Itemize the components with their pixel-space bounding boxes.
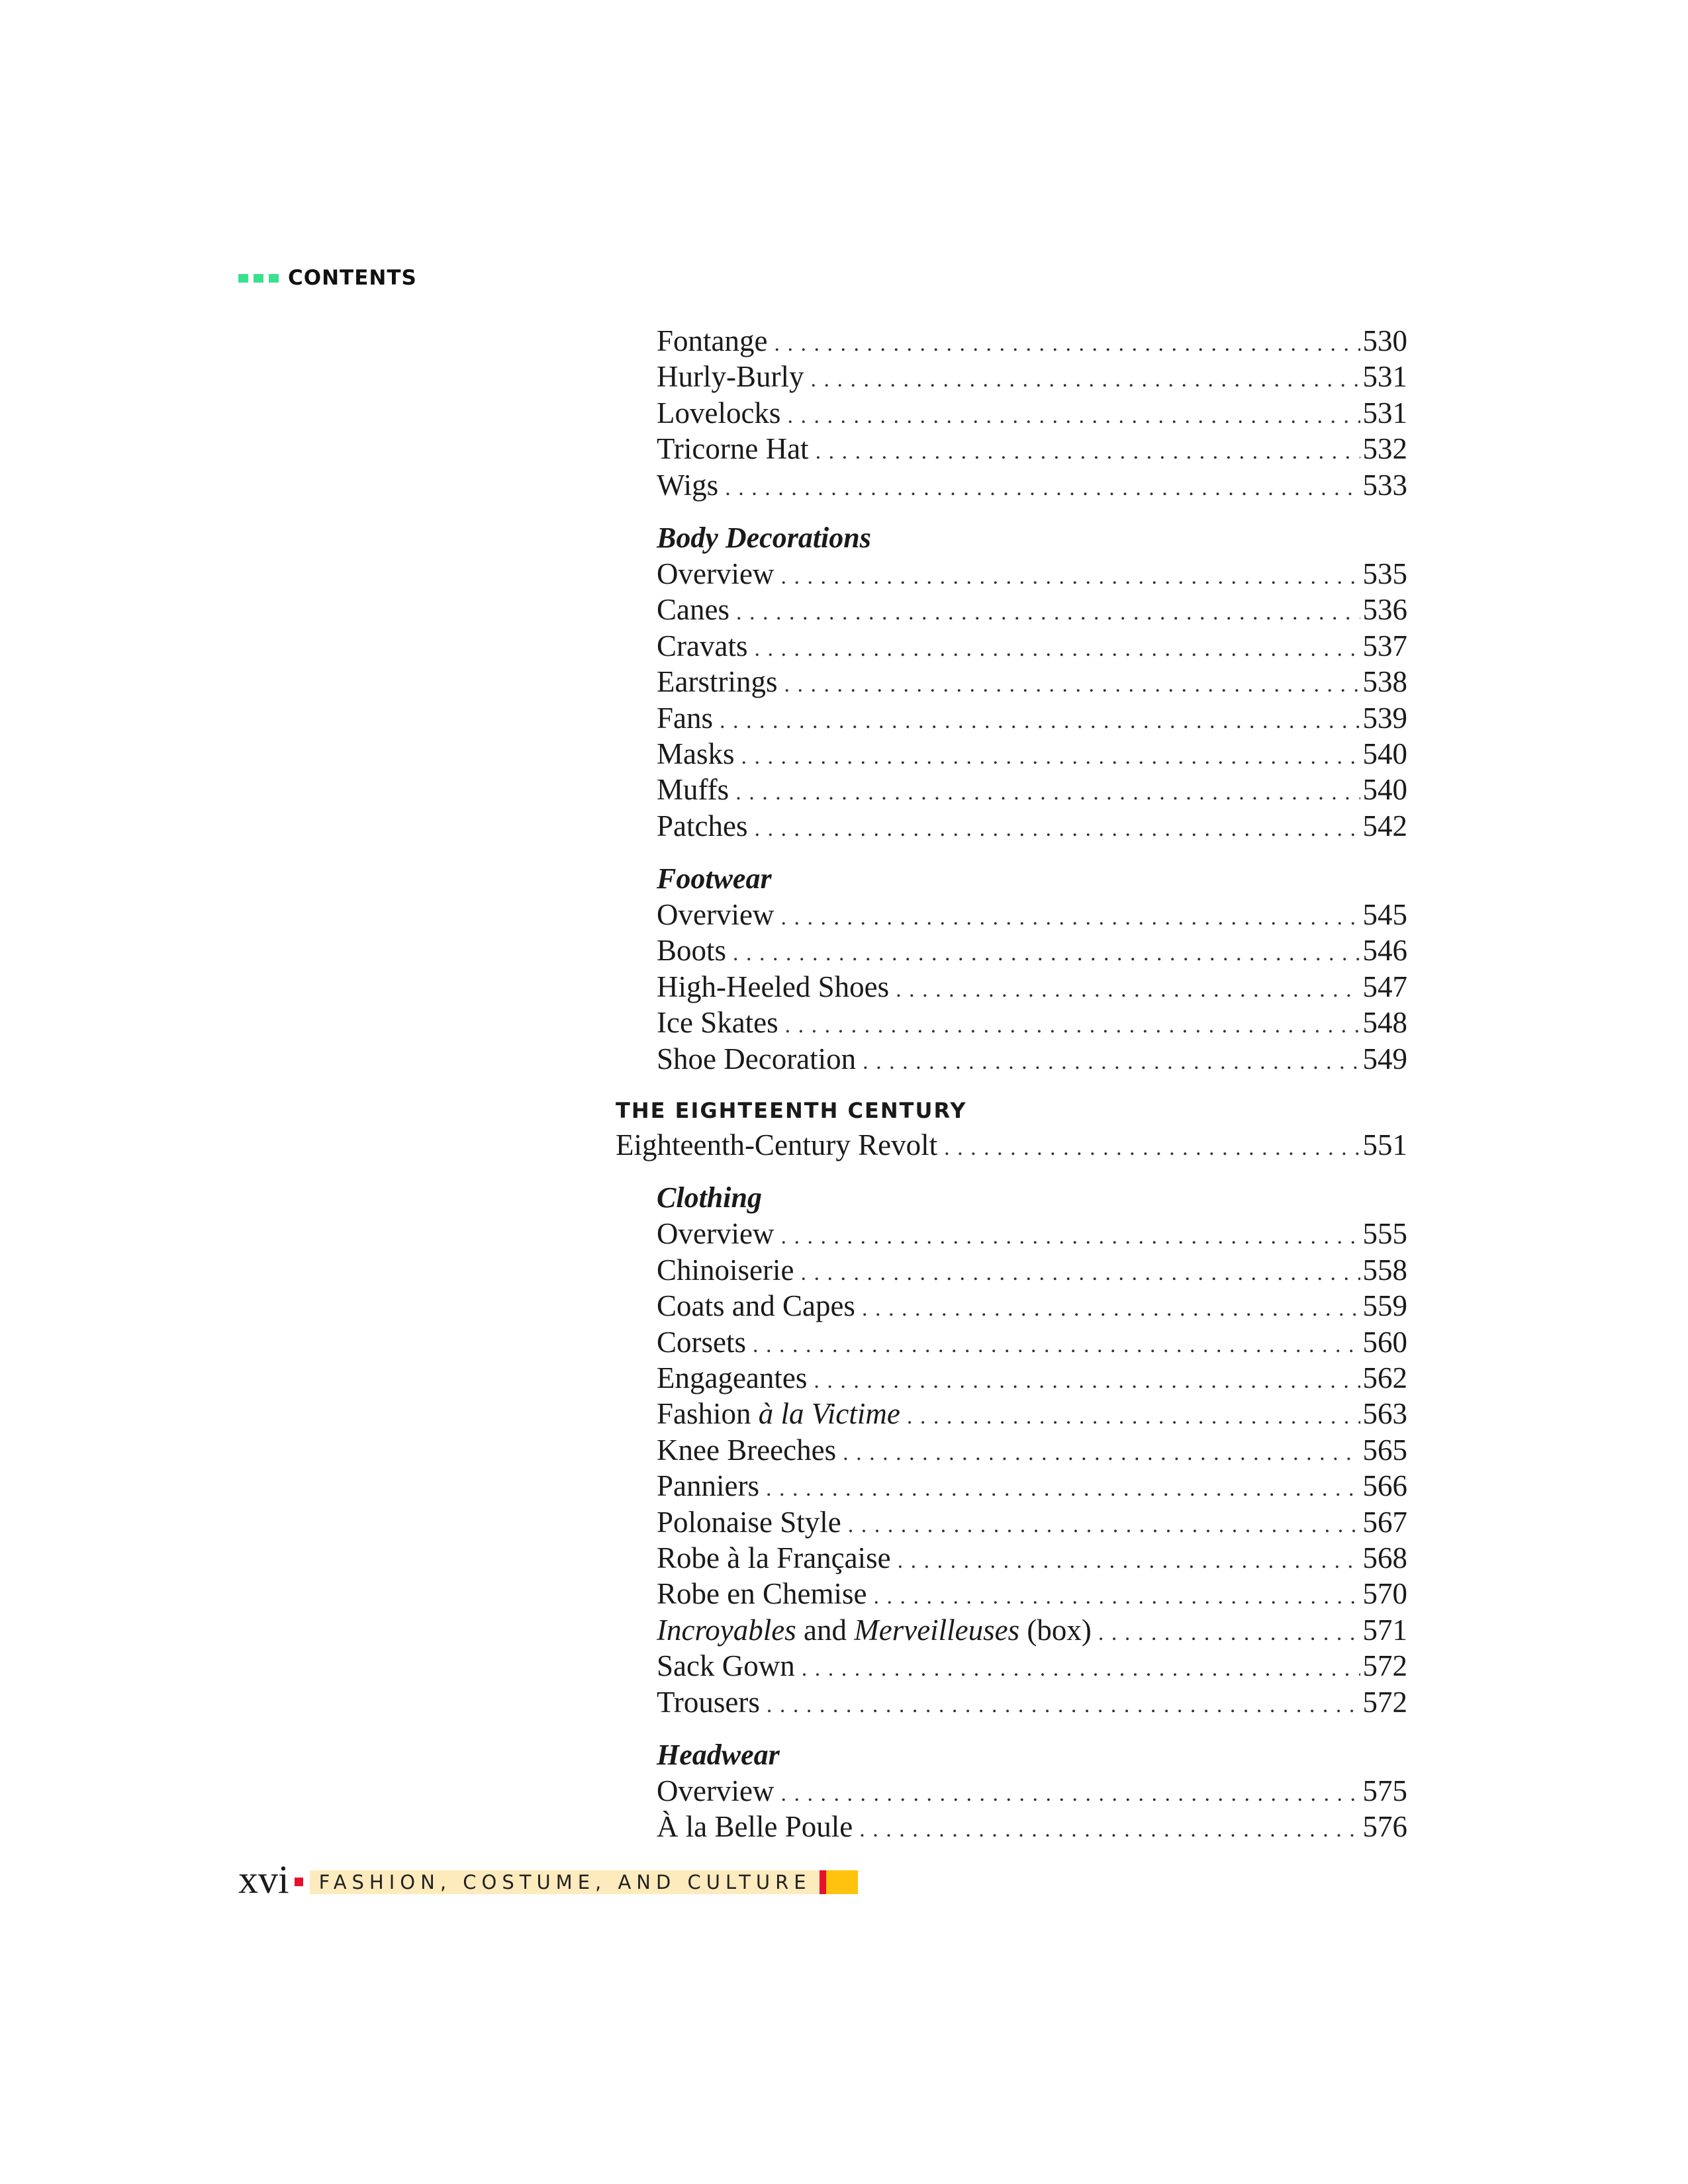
toc-entry-label: Canes — [657, 593, 729, 627]
dot-leader — [735, 775, 1360, 811]
toc-entry-page: 575 — [1362, 1774, 1407, 1807]
dot-leader — [816, 434, 1360, 470]
dot-leader — [802, 1651, 1360, 1687]
toc-entry-label: Patches — [657, 809, 748, 842]
toc-entry-label: Overview — [657, 1217, 774, 1251]
toc-entry-label: Coats and Capes — [657, 1289, 855, 1323]
toc-entry[interactable] — [616, 628, 1407, 664]
green-square-icon — [269, 274, 279, 283]
toc-entry[interactable] — [616, 1576, 1407, 1612]
dot-leader — [780, 1776, 1360, 1812]
toc-entry[interactable] — [616, 1041, 1407, 1077]
toc-entry[interactable] — [616, 592, 1407, 627]
toc-entry[interactable] — [616, 1773, 1407, 1809]
toc-entry[interactable] — [616, 1216, 1407, 1251]
dot-leader — [725, 471, 1360, 506]
toc-entry[interactable] — [616, 1288, 1407, 1324]
toc-entry-page: 531 — [1362, 360, 1407, 394]
dot-leader — [787, 398, 1360, 434]
toc-entry-page: 531 — [1362, 396, 1407, 430]
toc-entry[interactable] — [616, 1468, 1407, 1504]
table-of-contents — [616, 323, 1407, 1845]
dot-leader — [780, 900, 1360, 936]
dot-leader — [736, 595, 1360, 631]
dot-leader — [780, 1219, 1360, 1255]
dot-leader — [843, 1435, 1360, 1471]
toc-entry[interactable] — [616, 664, 1407, 700]
toc-entry-page: 545 — [1362, 898, 1407, 932]
toc-entry-label: Lovelocks — [657, 396, 781, 430]
toc-entry-page: 565 — [1362, 1433, 1407, 1467]
toc-entry-page: 567 — [1362, 1505, 1407, 1539]
toc-entry-page: 532 — [1362, 432, 1407, 466]
dot-leader — [863, 1044, 1360, 1080]
toc-entry-label: Eighteenth-Century Revolt — [616, 1128, 938, 1162]
toc-entry[interactable] — [616, 556, 1407, 592]
toc-entry-label: Trousers — [657, 1685, 760, 1719]
toc-entry-label: À la Belle Poule — [657, 1810, 853, 1844]
dot-leader — [859, 1812, 1360, 1848]
toc-entry-page: 566 — [1362, 1469, 1407, 1503]
toc-entry-label: Polonaise Style — [657, 1505, 841, 1539]
dot-leader — [720, 704, 1360, 739]
toc-entry[interactable] — [616, 1540, 1407, 1576]
toc-entry-page: 571 — [1362, 1613, 1407, 1647]
running-head — [238, 266, 417, 290]
toc-entry-label: High-Heeled Shoes — [657, 970, 890, 1003]
dot-leader — [780, 559, 1360, 595]
toc-entry[interactable] — [616, 395, 1407, 431]
toc-entry-page: 563 — [1362, 1397, 1407, 1431]
toc-entry-page: 551 — [1362, 1128, 1407, 1162]
toc-entry-page: 540 — [1362, 737, 1407, 770]
toc-entry[interactable] — [616, 1809, 1407, 1844]
toc-entry[interactable] — [616, 1127, 1407, 1163]
dot-leader — [741, 739, 1360, 775]
dot-leader — [896, 972, 1360, 1008]
red-bar-icon — [820, 1870, 826, 1894]
book-title: FASHION, COSTUME, AND CULTURE — [318, 1871, 812, 1893]
green-square-icon — [238, 274, 248, 283]
toc-entry-label: Muffs — [657, 773, 729, 807]
toc-entry-label: Hurly-Burly — [657, 360, 804, 394]
toc-entry-page: 530 — [1362, 324, 1407, 357]
toc-entry-label-italic: à la Victime — [758, 1397, 900, 1431]
toc-entry-label: Overview — [657, 557, 774, 590]
toc-entry[interactable] — [616, 969, 1407, 1005]
dot-leader — [800, 1255, 1360, 1291]
toc-entry-page: 570 — [1362, 1577, 1407, 1611]
toc-entry-page: 555 — [1362, 1217, 1407, 1251]
toc-entry-page: 576 — [1362, 1810, 1407, 1844]
toc-entry[interactable] — [616, 1005, 1407, 1040]
toc-entry-page: 538 — [1362, 665, 1407, 699]
part-heading-eighteenth-century: THE EIGHTEENTH CENTURY — [616, 1098, 967, 1124]
toc-entry-label: Robe en Chemise — [657, 1577, 867, 1611]
dot-leader — [898, 1543, 1360, 1579]
toc-entry[interactable] — [616, 323, 1407, 359]
toc-entry-label: Earstrings — [657, 665, 778, 699]
toc-entry-page: 533 — [1362, 468, 1407, 502]
toc-entry[interactable] — [616, 1504, 1407, 1540]
toc-entry-label: Wigs — [657, 468, 719, 502]
toc-entry-page: 568 — [1362, 1541, 1407, 1574]
page-number: xvi — [238, 1858, 289, 1901]
toc-entry-page: 548 — [1362, 1006, 1407, 1040]
toc-entry-page: 559 — [1362, 1289, 1407, 1323]
dot-leader — [785, 1008, 1360, 1044]
toc-entry-label: Fontange — [657, 324, 768, 357]
toc-entry-label-italic: Incroyables — [657, 1613, 796, 1647]
toc-entry-page: 562 — [1362, 1361, 1407, 1394]
green-square-icon — [254, 274, 263, 283]
toc-entry-label-italic: Merveilleuses — [854, 1613, 1020, 1647]
toc-entry-label: Knee Breeches — [657, 1433, 837, 1467]
toc-entry-page: 558 — [1362, 1253, 1407, 1287]
toc-entry-label: Robe à la Française — [657, 1541, 891, 1574]
section-heading-footwear: Footwear — [657, 862, 772, 895]
toc-entry-page: 535 — [1362, 557, 1407, 590]
dot-leader — [733, 936, 1360, 972]
toc-entry-page: 546 — [1362, 934, 1407, 968]
toc-entry-page: 539 — [1362, 701, 1407, 735]
toc-entry[interactable] — [616, 700, 1407, 736]
toc-entry-label: Ice Skates — [657, 1006, 778, 1040]
toc-entry[interactable] — [616, 1324, 1407, 1360]
toc-entry[interactable] — [616, 1252, 1407, 1288]
dot-leader — [810, 362, 1360, 398]
toc-entry[interactable] — [616, 1612, 1407, 1648]
toc-entry[interactable] — [616, 1396, 1407, 1432]
dot-leader — [848, 1508, 1360, 1543]
toc-entry[interactable] — [616, 808, 1407, 844]
toc-entry[interactable] — [616, 431, 1407, 467]
section-heading-body-decorations: Body Decorations — [657, 521, 871, 554]
toc-entry-page: 572 — [1362, 1649, 1407, 1683]
toc-entry[interactable] — [616, 1684, 1407, 1720]
toc-entry-page: 542 — [1362, 809, 1407, 842]
toc-entry-page: 560 — [1362, 1325, 1407, 1359]
section-heading-headwear: Headwear — [657, 1738, 780, 1771]
toc-entry[interactable] — [616, 1360, 1407, 1396]
toc-entry[interactable] — [616, 1432, 1407, 1468]
toc-entry-label: Boots — [657, 934, 727, 968]
dot-leader — [814, 1363, 1360, 1399]
toc-entry-label: Fans — [657, 701, 714, 735]
dot-leader — [944, 1130, 1360, 1166]
dot-leader — [873, 1579, 1360, 1615]
dot-leader — [774, 326, 1360, 362]
toc-entry[interactable] — [616, 897, 1407, 933]
dot-leader — [1098, 1615, 1360, 1651]
toc-entry-label — [657, 1396, 907, 1432]
toc-entry-label-part: and — [796, 1613, 855, 1647]
dot-leader — [753, 1328, 1360, 1363]
toc-entry-label: Cravats — [657, 629, 748, 662]
running-head-title: CONTENTS — [288, 266, 417, 290]
toc-entry-label: Overview — [657, 898, 774, 932]
toc-entry-label: Engageantes — [657, 1361, 808, 1394]
section-heading-clothing: Clothing — [657, 1181, 762, 1214]
toc-entry-label: Sack Gown — [657, 1649, 795, 1683]
toc-entry-page: 572 — [1362, 1685, 1407, 1719]
toc-entry-label: Masks — [657, 737, 735, 770]
toc-entry-page: 549 — [1362, 1042, 1407, 1075]
toc-entry-label: Chinoiserie — [657, 1253, 794, 1287]
toc-entry-label: Overview — [657, 1774, 774, 1807]
footer-band — [310, 1870, 820, 1894]
toc-entry-page: 540 — [1362, 773, 1407, 807]
toc-entry[interactable] — [616, 736, 1407, 772]
dot-leader — [784, 667, 1360, 703]
dot-leader — [862, 1291, 1360, 1327]
toc-entry[interactable] — [616, 359, 1407, 394]
yellow-bar-icon — [826, 1870, 858, 1894]
toc-entry-page: 536 — [1362, 593, 1407, 627]
page-footer — [238, 1860, 858, 1899]
toc-entry[interactable] — [616, 467, 1407, 503]
toc-entry-label-part: (box) — [1019, 1613, 1092, 1647]
red-square-icon — [295, 1878, 303, 1886]
toc-entry[interactable] — [616, 933, 1407, 968]
toc-entry-label-part: Fashion — [657, 1397, 759, 1431]
toc-entry[interactable] — [616, 1648, 1407, 1684]
dot-leader — [766, 1471, 1360, 1507]
toc-entry-page: 547 — [1362, 970, 1407, 1003]
toc-entry-label: Corsets — [657, 1325, 746, 1359]
dot-leader — [754, 631, 1360, 667]
toc-entry-label: Shoe Decoration — [657, 1042, 857, 1075]
dot-leader — [767, 1688, 1360, 1723]
toc-entry[interactable] — [616, 772, 1407, 807]
toc-entry-label: Panniers — [657, 1469, 759, 1503]
dot-leader — [754, 811, 1360, 847]
toc-entry-label: Tricorne Hat — [657, 432, 809, 466]
dot-leader — [907, 1399, 1360, 1435]
toc-entry-label — [657, 1612, 1098, 1648]
toc-entry-page: 537 — [1362, 629, 1407, 662]
